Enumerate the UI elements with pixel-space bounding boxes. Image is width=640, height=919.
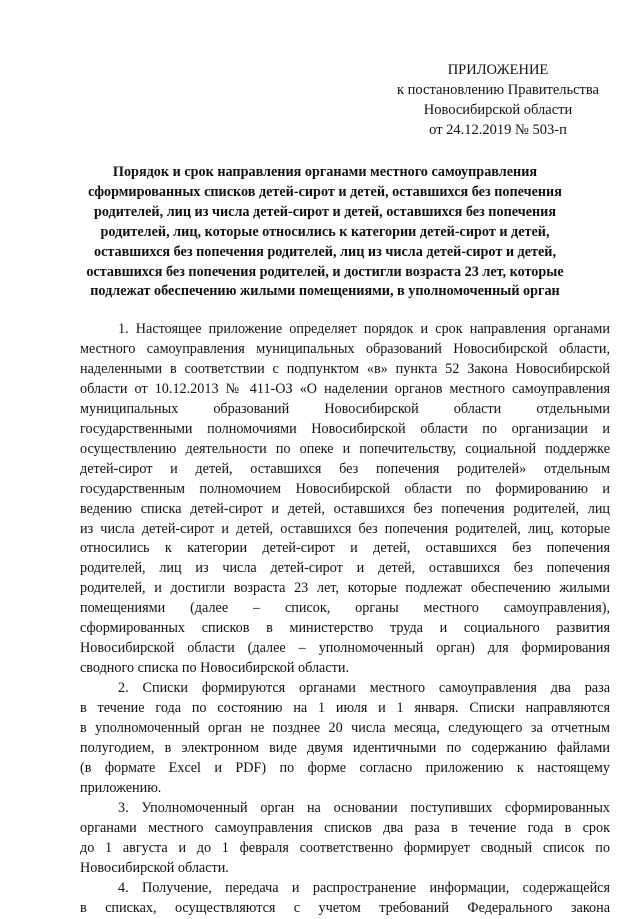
paragraph-line: в списках, осуществляются с учетом требований Федерального закона [80, 899, 610, 916]
paragraph-line: наделенными в соответствии с подпунктом «в» пункта 52 Закона Новосибирской [80, 360, 610, 377]
paragraph-line: органами местного самоуправления списков два раза в течение года в срок [80, 819, 610, 836]
paragraph-line: области от 10.12.2013 № 411-ОЗ «О наделении органов местного самоуправления [80, 380, 610, 397]
title-line: сформированных списков детей-сирот и детей, оставшихся без попечения [88, 183, 562, 200]
paragraph-line: приложению. [80, 779, 162, 796]
paragraph-line: до 1 августа и до 1 февраля соответственно формирует сводный список по [80, 839, 610, 856]
paragraph [80, 879, 610, 919]
title-line: подлежат обеспечению жилыми помещениями, в уполномоченный орган [90, 283, 560, 300]
paragraph-line: в течение года по состоянию на 1 июля и 1 января. Списки направляются [80, 700, 610, 717]
title-line: Порядок и срок направления органами местного самоуправления [112, 164, 538, 180]
paragraph [80, 799, 610, 879]
paragraph [80, 320, 610, 679]
appendix-line: к постановлению Правительства [397, 82, 599, 98]
paragraph-line: 3. Уполномоченный орган на основании поступивших сформированных [118, 799, 610, 816]
document-body [80, 320, 610, 919]
title-line: оставшихся без попечения родителей, лиц из числа детей-сирот и детей, [93, 243, 557, 260]
paragraph-line: сводного списка по Новосибирской области. [80, 660, 349, 677]
document-title [80, 163, 570, 302]
title-line: оставшихся без попечения родителей, и достигли возраста 23 лет, которые [86, 263, 564, 280]
paragraph-line: родителей, лиц из числа детей-сирот и детей, оставшихся без попечения [80, 560, 610, 577]
paragraph-line: местного самоуправления муниципальных образований Новосибирской области, [80, 340, 610, 357]
appendix-line: от 24.12.2019 № 503-п [429, 122, 567, 138]
paragraph [80, 679, 610, 799]
paragraph-line: осуществлению деятельности по опеке и попечительству, социальной поддержке [80, 440, 610, 457]
paragraph-line: в уполномоченный орган не позднее 20 числа месяца, следующего за отчетным [80, 720, 610, 737]
title-line: родителей, лиц, которые относились к категории детей-сирот и детей, [100, 223, 550, 240]
paragraph-line: 2. Списки формируются органами местного самоуправления два раза [118, 680, 610, 697]
paragraph-line: из числа детей-сирот и детей, оставшихся без попечения родителей, лиц, которые [80, 520, 610, 537]
paragraph-line: полугодием, в электронном виде двумя идентичными по содержанию файлами [80, 740, 610, 757]
paragraph-line: государственным полномочием Новосибирской области по формированию и [80, 480, 610, 497]
paragraph-line: государственными полномочиями Новосибирской области по организации и [80, 420, 610, 437]
paragraph-line: муниципальных образований Новосибирской области отдельными [80, 400, 610, 417]
appendix-line: Новосибирской области [423, 102, 573, 118]
paragraph-line: 4. Получение, передача и распространение информации, содержащейся [118, 879, 610, 896]
paragraph-line: детей-сирот и детей, оставшихся без попечения родителей» отдельным [80, 460, 610, 477]
appendix-header [383, 60, 613, 140]
title-line: родителей, лиц из числа детей-сирот и детей, оставшихся без попечения [93, 203, 557, 220]
paragraph-line: сформированных списков в министерство труда и социального развития [80, 620, 610, 637]
paragraph-line: помещениями (далее – список, органы местного самоуправления), [80, 600, 610, 617]
paragraph-line: Новосибирской области (далее – уполномоченный орган) для формирования [80, 640, 610, 657]
paragraph-line: относились к категории детей-сирот и детей, оставшихся без попечения [80, 540, 610, 557]
paragraph-line: родителей, и достигли возраста 23 лет, которые подлежат обеспечению жилыми [80, 580, 610, 597]
paragraph-line: ведению списка детей-сирот и детей, оставшихся без попечения родителей, лиц [80, 500, 610, 517]
paragraph-line: Новосибирской области. [80, 859, 229, 876]
paragraph-line: 1. Настоящее приложение определяет порядок и срок направления органами [118, 321, 610, 337]
paragraph-line: (в формате Excel и PDF) по форме согласно приложению к настоящему [80, 759, 610, 776]
appendix-title: ПРИЛОЖЕНИЕ [447, 62, 549, 78]
